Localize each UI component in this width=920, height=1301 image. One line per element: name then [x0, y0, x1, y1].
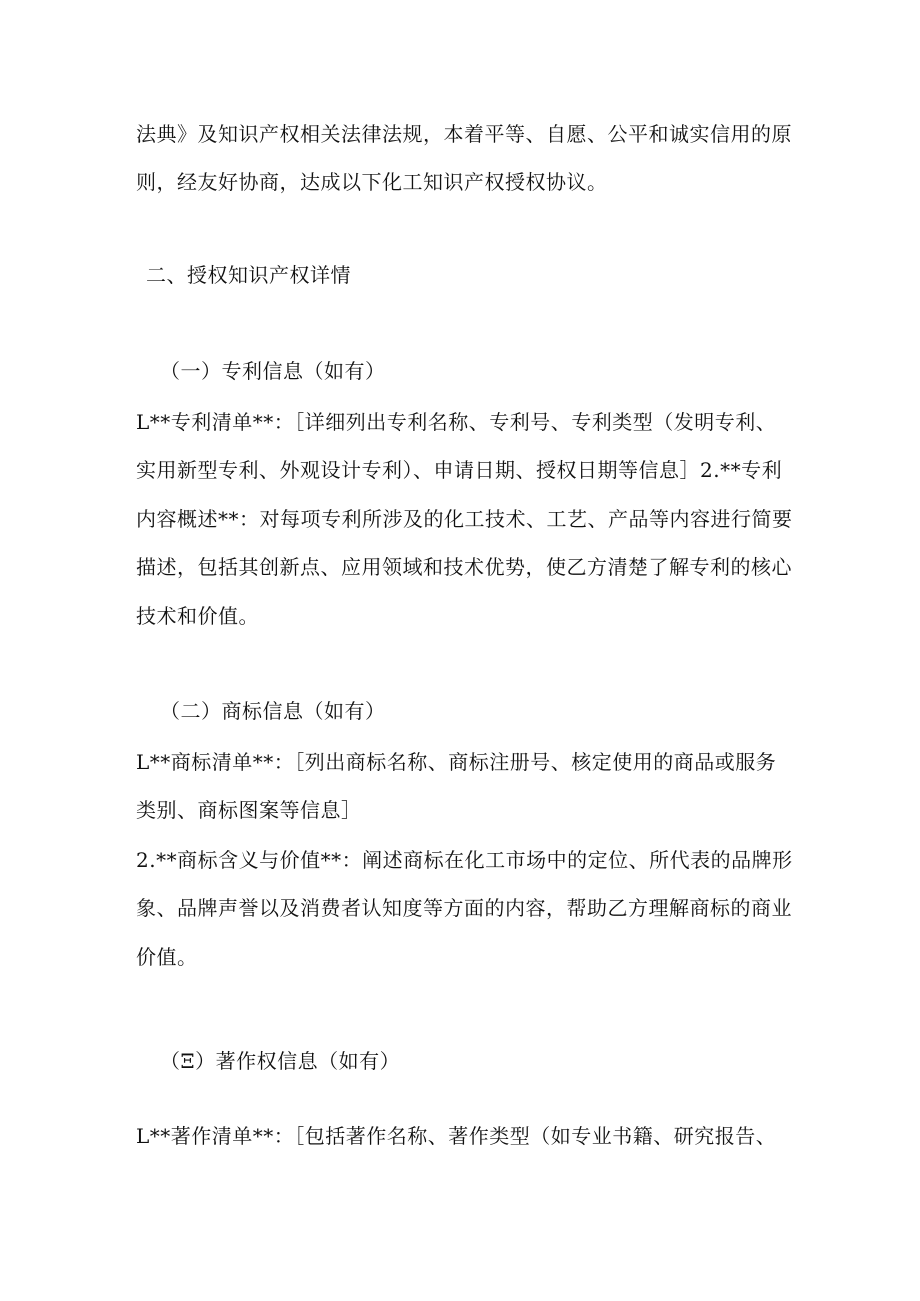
- copyright-line-1: L**著作清单**：［包括著作名称、著作类型（如专业书籍、研究报告、: [136, 1124, 777, 1148]
- section-title: 二、授权知识产权详情: [146, 263, 351, 287]
- trademark-heading: （二）商标信息（如有）: [160, 699, 386, 723]
- trademark-line-1: L**商标清单**：［列出商标名称、商标注册号、核定使用的商品或服务: [136, 750, 777, 774]
- trademark-line-4: 象、品牌声誉以及消费者认知度等方面的内容，帮助乙方理解商标的商业: [136, 896, 792, 920]
- patent-line-1: L**专利清单**：［详细列出专利名称、专利号、专利类型（发明专利、: [136, 410, 777, 434]
- copyright-heading: （Ξ）著作权信息（如有）: [160, 1049, 401, 1073]
- patent-heading: （一）专利信息（如有）: [160, 359, 386, 383]
- patent-line-4: 描述，包括其创新点、应用领域和技术优势，使乙方清楚了解专利的核心: [136, 555, 792, 579]
- patent-line-3: 内容概述**：对每项专利所涉及的化工技术、工艺、产品等内容进行简要: [136, 507, 793, 531]
- intro-line-2: 则，经友好协商，达成以下化工知识产权授权协议。: [136, 170, 608, 194]
- patent-line-5: 技术和价值。: [136, 604, 259, 628]
- patent-line-2: 实用新型专利、外观设计专利）、申请日期、授权日期等信息］2.**专利: [136, 458, 783, 482]
- trademark-line-5: 价值。: [136, 945, 198, 969]
- intro-line-1: 法典》及知识产权相关法律法规，本着平等、自愿、公平和诚实信用的原: [136, 122, 792, 146]
- trademark-line-3: 2.**商标含义与价值**：阐述商标在化工市场中的定位、所代表的品牌形: [136, 848, 793, 872]
- trademark-line-2: 类别、商标图案等信息］: [136, 798, 362, 822]
